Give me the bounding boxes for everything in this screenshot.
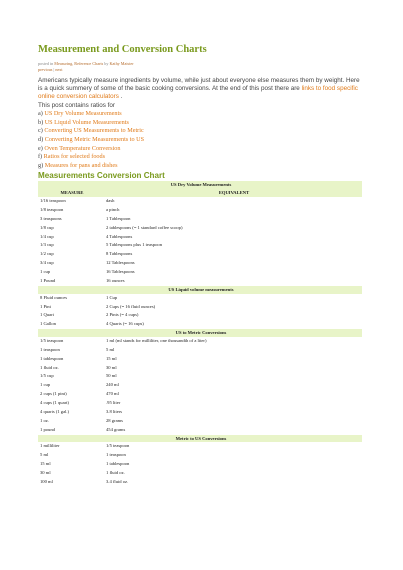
ratio-link[interactable]: Converting Metric Measurements to US — [44, 135, 145, 143]
table-row — [38, 215, 362, 224]
conversion-table — [38, 181, 362, 487]
equivalent-cell: 1 ml (ml stands for milliliter, one thousandth of a liter) — [106, 337, 207, 343]
table-row — [38, 469, 362, 478]
ratio-link[interactable]: Ratios for selected foods — [43, 153, 106, 161]
ratio-letter: e) — [38, 144, 43, 152]
measure-cell: 1 pound — [40, 426, 55, 432]
equivalent-cell: 28 grams — [106, 417, 123, 423]
meta-prefix: posted in — [38, 61, 54, 66]
section-header-row — [38, 286, 362, 294]
equivalent-cell: a pinch — [106, 206, 120, 212]
measure-cell: 1 Pound — [40, 278, 56, 284]
intro-text-end: . — [120, 93, 123, 101]
equivalent-cell: 1 Tablespoon — [106, 215, 131, 221]
table-row — [38, 478, 362, 487]
measure-cell: 1/4 cup — [40, 233, 54, 239]
measure-cell: 5 ml — [40, 452, 49, 458]
column-header-row — [38, 189, 362, 197]
measure-cell: 30 ml — [40, 470, 51, 476]
chart-heading: Measurements Conversion Chart — [38, 171, 165, 181]
measure-cell: 1 oz. — [40, 417, 49, 423]
equivalent-cell: 30 ml — [106, 364, 117, 370]
ratio-letter: c) — [38, 127, 43, 135]
equivalent-cell: 1 Cup — [106, 294, 118, 300]
measure-cell: 1/8 cup — [40, 224, 54, 230]
equivalent-cell: 8 Tablespoons — [106, 251, 133, 257]
measure-cell: 1 cup — [40, 382, 51, 388]
equivalent-cell: 16 Tablespoons — [106, 269, 135, 275]
measure-cell: 1 Gallon — [40, 321, 56, 327]
table-row — [38, 337, 362, 346]
section-title: Metric to US Conversions — [38, 435, 362, 443]
measure-cell: 15 ml — [40, 461, 51, 467]
ratio-list — [38, 110, 365, 170]
table-row — [38, 451, 362, 460]
ratio-letter: a) — [38, 110, 43, 118]
ratios-intro: This post contains ratios for — [38, 101, 115, 109]
equivalent-cell: 1 tablespoon — [106, 461, 130, 467]
section-title: US to Metric Conversions — [38, 329, 362, 337]
equivalent-cell: 3.4 fluid oz. — [106, 479, 129, 485]
section-header-row — [38, 329, 362, 337]
equivalent-cell: 15 ml — [106, 355, 117, 361]
table-row — [38, 417, 362, 426]
author-link[interactable]: Kathy Maister — [109, 61, 134, 66]
table-row — [38, 197, 362, 206]
measure-cell: 1 Quart — [40, 312, 54, 318]
equivalent-cell: 240 ml — [106, 382, 119, 388]
table-row — [38, 390, 362, 399]
measure-cell: 1/5 teaspoon — [40, 337, 64, 343]
table-row — [38, 294, 362, 303]
table-row — [38, 442, 362, 451]
equivalent-cell: 4 Tablespoons — [106, 233, 133, 239]
measure-cell: 1 cup — [40, 269, 51, 275]
ratio-list-item — [38, 136, 365, 145]
calculators-link[interactable]: links to food specific online conversion calculators — [38, 85, 358, 101]
measure-cell: 100 ml — [40, 479, 53, 485]
measure-cell: 4 cups (1 quart) — [40, 400, 69, 406]
equivalent-cell: 12 Tablespoons — [106, 260, 135, 266]
next-link[interactable]: next — [55, 66, 63, 72]
column-header: EQUIVALENT — [104, 189, 362, 197]
table-row — [38, 460, 362, 469]
intro-paragraph — [38, 77, 365, 102]
ratio-letter: g) — [38, 161, 44, 169]
measure-cell: 1 milliliter — [40, 443, 60, 449]
equivalent-cell: 3.8 liters — [106, 409, 123, 415]
equivalent-cell: 5 Tablespoons plus 1 teaspoon — [106, 242, 162, 248]
category-link[interactable]: Measuring, Reference Charts — [54, 61, 104, 66]
table-row — [38, 381, 362, 390]
section-title: US Liquid volume measurements — [38, 286, 362, 294]
ratio-list-item — [38, 145, 365, 154]
equivalent-cell: 470 ml — [106, 391, 119, 397]
table-row — [38, 233, 362, 242]
table-row — [38, 303, 362, 312]
meta-author-prefix: by — [104, 61, 109, 66]
table-row — [38, 355, 362, 364]
measure-cell: 8 Fluid ounces — [40, 294, 68, 300]
ratio-link[interactable]: Measures for pans and dishes — [44, 161, 118, 169]
equivalent-cell: 4 Quarts (= 16 cups) — [106, 321, 144, 327]
measure-cell: 3/4 cup — [40, 260, 54, 266]
ratio-list-item — [38, 153, 365, 162]
table-row — [38, 241, 362, 250]
equivalent-cell: .95 liter — [106, 400, 121, 406]
measure-cell: 1/16 teaspoon — [40, 197, 66, 203]
table-row — [38, 364, 362, 373]
ratio-link[interactable]: US Liquid Volume Measurements — [44, 118, 129, 126]
measure-cell: 1 Pint — [40, 303, 51, 309]
ratio-link[interactable]: Converting US Measurements to Metric — [44, 127, 144, 135]
equivalent-cell: 5 ml — [106, 346, 115, 352]
measure-cell: 1/8 teaspoon — [40, 206, 64, 212]
measure-cell: 1 teaspoon — [40, 346, 60, 352]
equivalent-cell: 454 grams — [106, 426, 126, 432]
column-header: MEASURE — [38, 189, 104, 197]
ratio-letter: b) — [38, 118, 44, 126]
ratio-list-item — [38, 162, 365, 171]
measure-cell: 2 cups (1 pint) — [40, 391, 67, 397]
equivalent-cell: 16 ounces — [106, 278, 125, 284]
equivalent-cell: 2 Cups (= 16 fluid ounces) — [106, 303, 156, 309]
ratio-list-item — [38, 119, 365, 128]
equivalent-cell: 1/5 teaspoon — [106, 443, 130, 449]
ratio-list-item — [38, 110, 365, 119]
equivalent-cell: 50 ml — [106, 373, 117, 379]
equivalent-cell: 1 fluid oz. — [106, 470, 125, 476]
table-row — [38, 311, 362, 320]
equivalent-cell: 2 Pints (= 4 cups) — [106, 312, 139, 318]
table-row — [38, 399, 362, 408]
measure-cell: 4 quarts (1 gal.) — [40, 409, 70, 415]
table-row — [38, 206, 362, 215]
post-nav — [38, 67, 365, 73]
measure-cell: 1 tablespoon — [40, 355, 64, 361]
equivalent-cell: dash — [106, 197, 115, 203]
ratio-link[interactable]: US Dry Volume Measurements — [44, 110, 122, 118]
table-row — [38, 250, 362, 259]
ratio-link[interactable]: Oven Temperature Conversion — [44, 144, 121, 152]
measure-cell: 1/2 cup — [40, 251, 54, 257]
section-title: US Dry Volume Measurements — [38, 181, 362, 189]
table-row — [38, 320, 362, 329]
nav-separator: | — [53, 66, 55, 72]
equivalent-cell: 1 teaspoon — [106, 452, 126, 458]
section-header-row — [38, 435, 362, 443]
intro-text: Americans typically measure ingredients by volume, while just about everyone else measures them by weight. Here is a quick summery of some of the basic cooking conversions. At the end of this post there are — [38, 77, 360, 93]
table-row — [38, 259, 362, 268]
table-row — [38, 372, 362, 381]
ratio-letter: f) — [38, 153, 43, 161]
table-row — [38, 426, 362, 435]
measure-cell: 1/5 cup — [40, 373, 54, 379]
previous-link[interactable]: previous — [38, 66, 53, 72]
page-title: Measurement and Conversion Charts — [38, 44, 207, 55]
measure-cell: 3 teaspoons — [40, 215, 62, 221]
table-row — [38, 408, 362, 417]
table-row — [38, 268, 362, 277]
equivalent-cell: 2 tablespoons (= 1 standard coffee scoop) — [106, 224, 183, 230]
table-row — [38, 277, 362, 286]
measure-cell: 1 fluid oz. — [40, 364, 59, 370]
table-row — [38, 224, 362, 233]
table-row — [38, 346, 362, 355]
ratio-letter: d) — [38, 135, 44, 143]
measure-cell: 1/3 cup — [40, 242, 54, 248]
section-header-row — [38, 181, 362, 189]
ratio-list-item — [38, 127, 365, 136]
